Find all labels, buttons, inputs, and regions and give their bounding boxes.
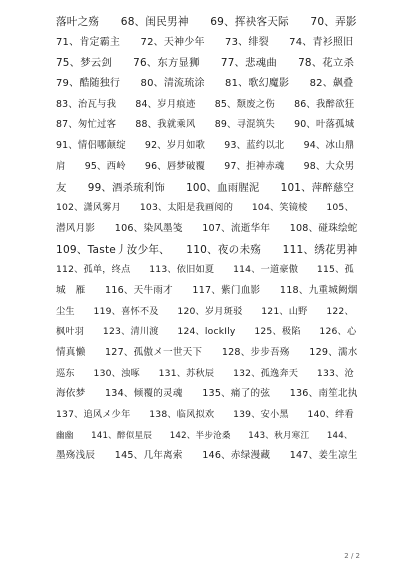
text-line: 102、潇风雾月 103、太阳是我画阅的 104、笑镜棱 105、 [56,202,354,214]
text-line: 情真懒 127、孤傲メ一世天下 128、步步吾殇 129、濡水 [56,347,358,358]
text-line: 75、梦云剑 76、东方显狮 77、悲魂曲 78、花立杀 [56,57,355,70]
text-line: 城 雁 116、天牛雨才 117、紫门血影 118、九重城阙烟 [56,284,358,296]
text-line: 71、肯定霸主 72、天神少年 73、绯裂 74、青衫照旧 [56,36,354,48]
text-line: 112、孤单，终点 113、依旧如夏 114、一道豪傲 115、孤 [56,264,354,276]
text-line: 墨殇浅辰 145、几年离索 146、赤绿漫藏 147、姜生凉生 [56,450,358,462]
text-line: 79、酷随独行 80、清流琉涂 81、歌幻魔影 82、飙叠 [56,78,354,90]
text-line: 落叶之殇 68、闺民男神 69、挥袂客天际 70、弄影 [56,16,357,28]
text-line: 巡东 130、浊啄 131、苏秋辰 132、孤逸奔天 133、沧 [56,367,354,379]
text-line: 87、匆忙过客 88、我就乘风 89、寻混筑失 90、叶落孤城 [56,119,355,131]
text-line: 友 99、酒杀琉利饰 100、血雨腥泥 101、萍醉慈空 [56,181,355,194]
text-line: 91、情侣哪颠绽 92、岁月如歌 93、蓝约以北 94、冰山鼎 [56,140,355,152]
text-line: 潜风月影 106、染风墨笺 107、流逝华年 108、碰珠绘蛇 [56,222,358,234]
page-number: 2 / 2 [344,552,360,560]
text-line: 海依梦 134、倾覆的灵魂 135、痛了的弦 136、南笙北执 [56,388,358,400]
text-line: 幽幽 141、醉似星辰 142、半步沧桑 143、秋月寒江 144、 [56,430,353,441]
text-line: 83、治瓦与我 84、岁月痕迹 85、颓废之伤 86、我醉欲狂 [56,98,355,110]
text-line: 尘生 119、喜怀不及 120、岁月斑驳 121、山野 122、 [56,305,354,317]
text-line: 109、Taste丿汝少年、 110、夜の未殇 111、绣花男神 [56,243,358,256]
text-line: 137、追风メ少年 138、临风拟欢 139、安小黑 140、绊看 [56,409,354,421]
text-line: 肩 95、西岭 96、唇梦破覆 97、拒神赤魂 98、大众男 [56,160,355,172]
text-line: 枫叶羽 123、清川渡 124、lockIly 125、极陷 126、心 [56,326,357,338]
